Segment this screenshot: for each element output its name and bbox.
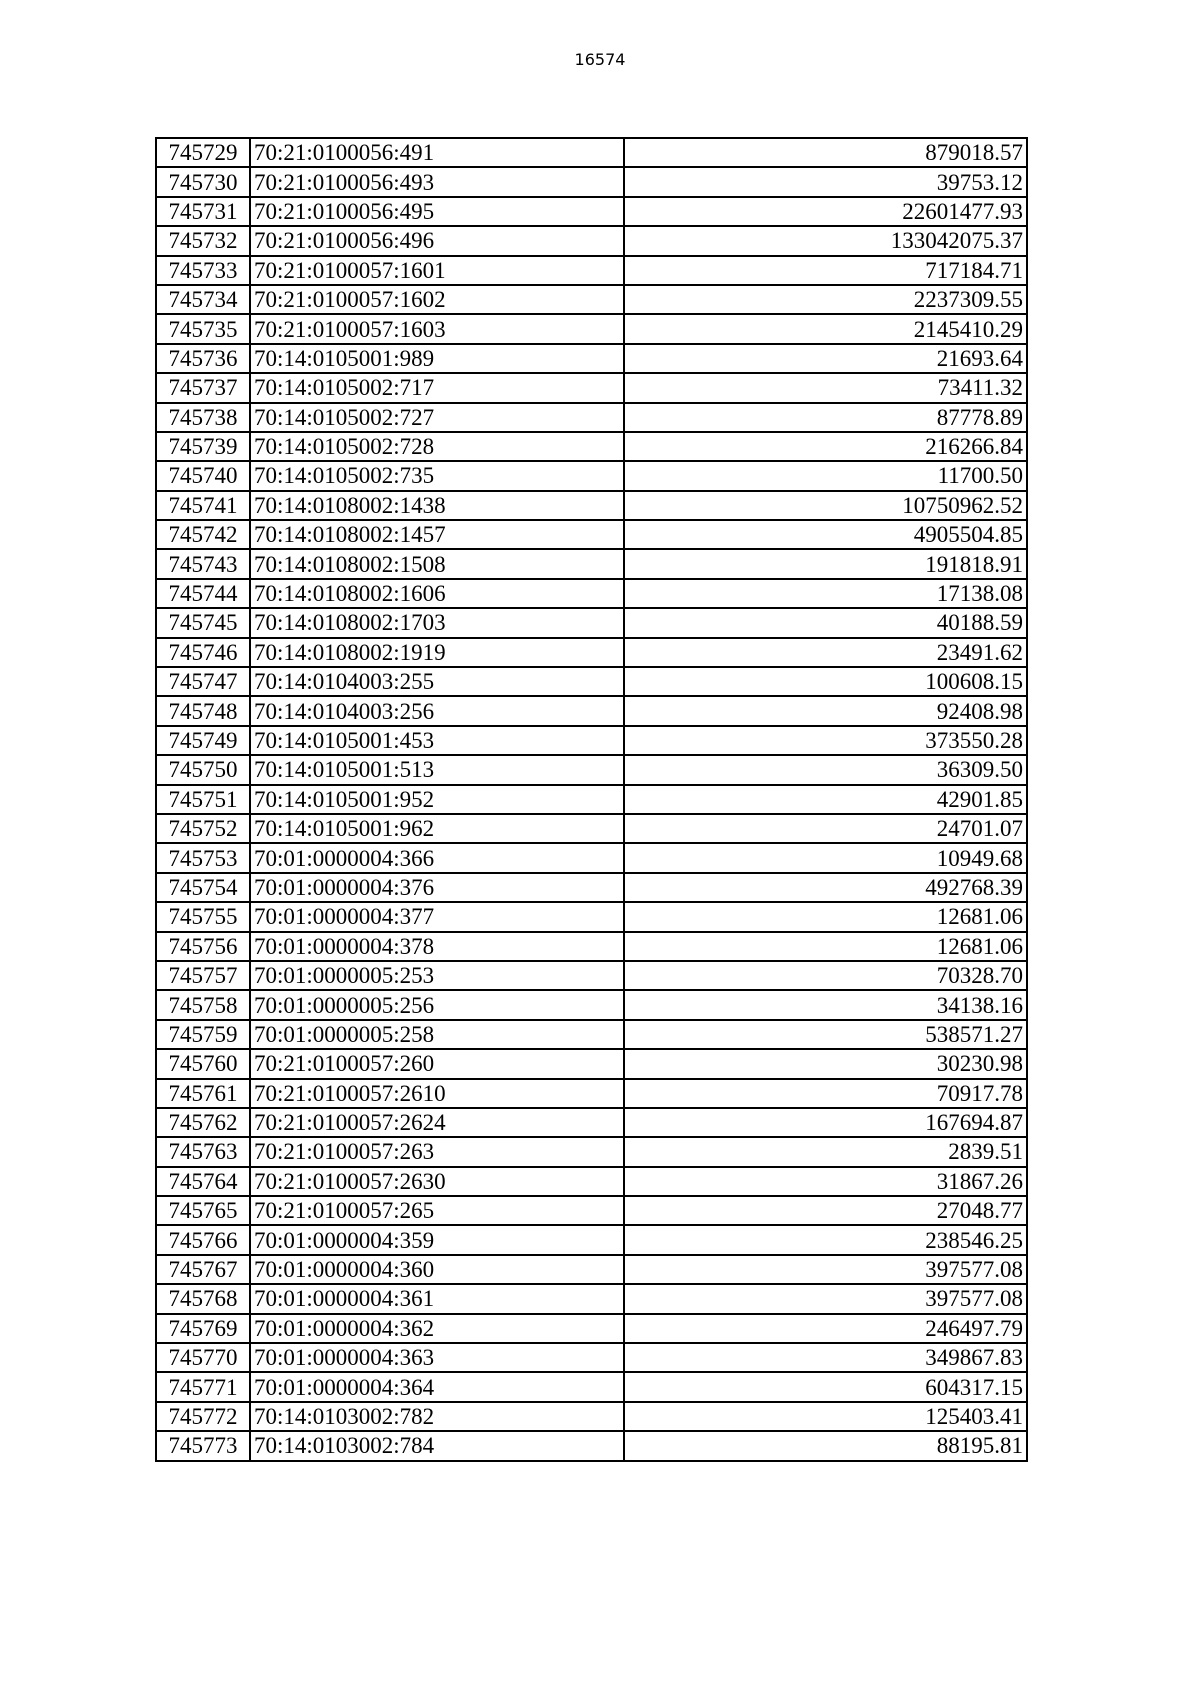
table-row xyxy=(156,461,1027,490)
value-cell: 12681.06 xyxy=(624,902,1027,931)
cadastral-number-cell: 70:01:0000004:364 xyxy=(250,1372,624,1401)
value-cell: 92408.98 xyxy=(624,696,1027,725)
cadastral-number-cell: 70:21:0100057:2610 xyxy=(250,1079,624,1108)
row-number-cell: 745764 xyxy=(156,1167,250,1196)
cadastral-number-cell: 70:14:0105001:952 xyxy=(250,785,624,814)
row-number-cell: 745745 xyxy=(156,608,250,637)
cadastral-number-cell: 70:01:0000004:363 xyxy=(250,1343,624,1372)
value-cell: 34138.16 xyxy=(624,990,1027,1019)
row-number-cell: 745742 xyxy=(156,520,250,549)
cadastral-number-cell: 70:14:0108002:1919 xyxy=(250,638,624,667)
cadastral-number-cell: 70:14:0103002:782 xyxy=(250,1402,624,1431)
table-row xyxy=(156,1314,1027,1343)
value-cell: 2145410.29 xyxy=(624,314,1027,343)
cadastral-number-cell: 70:21:0100057:2630 xyxy=(250,1167,624,1196)
cadastral-number-cell: 70:14:0105002:728 xyxy=(250,432,624,461)
row-number-cell: 745750 xyxy=(156,755,250,784)
table-row xyxy=(156,1196,1027,1225)
row-number-cell: 745731 xyxy=(156,197,250,226)
table-row xyxy=(156,1402,1027,1431)
row-number-cell: 745741 xyxy=(156,491,250,520)
table-row xyxy=(156,432,1027,461)
table-row xyxy=(156,726,1027,755)
table-row xyxy=(156,638,1027,667)
row-number-cell: 745729 xyxy=(156,138,250,167)
row-number-cell: 745763 xyxy=(156,1137,250,1166)
value-cell: 133042075.37 xyxy=(624,226,1027,255)
row-number-cell: 745747 xyxy=(156,667,250,696)
table-row xyxy=(156,961,1027,990)
cadastral-number-cell: 70:14:0108002:1606 xyxy=(250,579,624,608)
row-number-cell: 745744 xyxy=(156,579,250,608)
cadastral-number-cell: 70:14:0108002:1457 xyxy=(250,520,624,549)
row-number-cell: 745767 xyxy=(156,1255,250,1284)
value-cell: 10949.68 xyxy=(624,843,1027,872)
cadastral-number-cell: 70:14:0108002:1703 xyxy=(250,608,624,637)
table-row xyxy=(156,344,1027,373)
row-number-cell: 745743 xyxy=(156,549,250,578)
table-row xyxy=(156,1431,1027,1460)
table-row xyxy=(156,1225,1027,1254)
row-number-cell: 745732 xyxy=(156,226,250,255)
table-row xyxy=(156,491,1027,520)
row-number-cell: 745756 xyxy=(156,932,250,961)
row-number-cell: 745773 xyxy=(156,1431,250,1460)
table-row xyxy=(156,549,1027,578)
row-number-cell: 745736 xyxy=(156,344,250,373)
cadastral-number-cell: 70:21:0100056:496 xyxy=(250,226,624,255)
cadastral-number-cell: 70:14:0103002:784 xyxy=(250,1431,624,1460)
table-row xyxy=(156,226,1027,255)
cadastral-number-cell: 70:14:0104003:256 xyxy=(250,696,624,725)
cadastral-number-cell: 70:01:0000004:362 xyxy=(250,1314,624,1343)
value-cell: 879018.57 xyxy=(624,138,1027,167)
row-number-cell: 745749 xyxy=(156,726,250,755)
table-row xyxy=(156,696,1027,725)
cadastral-number-cell: 70:21:0100057:1602 xyxy=(250,285,624,314)
cadastral-number-cell: 70:01:0000004:360 xyxy=(250,1255,624,1284)
table-row xyxy=(156,1255,1027,1284)
cadastral-number-cell: 70:21:0100057:2624 xyxy=(250,1108,624,1137)
value-cell: 36309.50 xyxy=(624,755,1027,784)
cadastral-number-cell: 70:01:0000004:378 xyxy=(250,932,624,961)
value-cell: 10750962.52 xyxy=(624,491,1027,520)
cadastral-number-cell: 70:01:0000005:258 xyxy=(250,1020,624,1049)
table-row xyxy=(156,932,1027,961)
row-number-cell: 745733 xyxy=(156,256,250,285)
value-cell: 100608.15 xyxy=(624,667,1027,696)
value-cell: 349867.83 xyxy=(624,1343,1027,1372)
value-cell: 167694.87 xyxy=(624,1108,1027,1137)
row-number-cell: 745762 xyxy=(156,1108,250,1137)
table-row xyxy=(156,1049,1027,1078)
value-cell: 73411.32 xyxy=(624,373,1027,402)
row-number-cell: 745761 xyxy=(156,1079,250,1108)
table-row xyxy=(156,373,1027,402)
table-row xyxy=(156,843,1027,872)
row-number-cell: 745734 xyxy=(156,285,250,314)
value-cell: 31867.26 xyxy=(624,1167,1027,1196)
cadastral-number-cell: 70:14:0105001:989 xyxy=(250,344,624,373)
cadastral-number-cell: 70:01:0000004:359 xyxy=(250,1225,624,1254)
row-number-cell: 745755 xyxy=(156,902,250,931)
value-cell: 125403.41 xyxy=(624,1402,1027,1431)
row-number-cell: 745738 xyxy=(156,403,250,432)
row-number-cell: 745746 xyxy=(156,638,250,667)
cadastral-number-cell: 70:14:0105002:735 xyxy=(250,461,624,490)
table-row xyxy=(156,403,1027,432)
value-cell: 70917.78 xyxy=(624,1079,1027,1108)
value-cell: 23491.62 xyxy=(624,638,1027,667)
value-cell: 238546.25 xyxy=(624,1225,1027,1254)
table-row xyxy=(156,1167,1027,1196)
cadastral-number-cell: 70:01:0000004:361 xyxy=(250,1284,624,1313)
table-row xyxy=(156,814,1027,843)
row-number-cell: 745748 xyxy=(156,696,250,725)
value-cell: 4905504.85 xyxy=(624,520,1027,549)
table-row xyxy=(156,1137,1027,1166)
table-row xyxy=(156,1079,1027,1108)
page-number: 16574 xyxy=(574,50,626,69)
cadastral-number-cell: 70:21:0100056:493 xyxy=(250,167,624,196)
table-row xyxy=(156,1020,1027,1049)
row-number-cell: 745759 xyxy=(156,1020,250,1049)
row-number-cell: 745760 xyxy=(156,1049,250,1078)
value-cell: 604317.15 xyxy=(624,1372,1027,1401)
table-row xyxy=(156,285,1027,314)
cadastral-number-cell: 70:14:0105002:727 xyxy=(250,403,624,432)
table-row xyxy=(156,138,1027,167)
row-number-cell: 745735 xyxy=(156,314,250,343)
table-row xyxy=(156,1343,1027,1372)
registry-table xyxy=(155,137,1028,1462)
table-row xyxy=(156,902,1027,931)
cadastral-number-cell: 70:21:0100057:265 xyxy=(250,1196,624,1225)
value-cell: 2839.51 xyxy=(624,1137,1027,1166)
value-cell: 39753.12 xyxy=(624,167,1027,196)
value-cell: 373550.28 xyxy=(624,726,1027,755)
row-number-cell: 745754 xyxy=(156,873,250,902)
value-cell: 246497.79 xyxy=(624,1314,1027,1343)
value-cell: 27048.77 xyxy=(624,1196,1027,1225)
table-row xyxy=(156,608,1027,637)
cadastral-number-cell: 70:14:0108002:1438 xyxy=(250,491,624,520)
cadastral-number-cell: 70:21:0100057:1603 xyxy=(250,314,624,343)
value-cell: 12681.06 xyxy=(624,932,1027,961)
value-cell: 397577.08 xyxy=(624,1284,1027,1313)
row-number-cell: 745751 xyxy=(156,785,250,814)
value-cell: 21693.64 xyxy=(624,344,1027,373)
value-cell: 717184.71 xyxy=(624,256,1027,285)
value-cell: 2237309.55 xyxy=(624,285,1027,314)
value-cell: 42901.85 xyxy=(624,785,1027,814)
table-row xyxy=(156,1284,1027,1313)
value-cell: 24701.07 xyxy=(624,814,1027,843)
row-number-cell: 745752 xyxy=(156,814,250,843)
row-number-cell: 745757 xyxy=(156,961,250,990)
value-cell: 11700.50 xyxy=(624,461,1027,490)
cadastral-number-cell: 70:21:0100057:260 xyxy=(250,1049,624,1078)
value-cell: 30230.98 xyxy=(624,1049,1027,1078)
cadastral-number-cell: 70:01:0000004:377 xyxy=(250,902,624,931)
value-cell: 87778.89 xyxy=(624,403,1027,432)
row-number-cell: 745753 xyxy=(156,843,250,872)
row-number-cell: 745765 xyxy=(156,1196,250,1225)
cadastral-number-cell: 70:14:0108002:1508 xyxy=(250,549,624,578)
table-row xyxy=(156,667,1027,696)
cadastral-number-cell: 70:21:0100057:263 xyxy=(250,1137,624,1166)
cadastral-number-cell: 70:14:0104003:255 xyxy=(250,667,624,696)
row-number-cell: 745737 xyxy=(156,373,250,402)
value-cell: 538571.27 xyxy=(624,1020,1027,1049)
row-number-cell: 745739 xyxy=(156,432,250,461)
cadastral-number-cell: 70:21:0100057:1601 xyxy=(250,256,624,285)
value-cell: 17138.08 xyxy=(624,579,1027,608)
value-cell: 88195.81 xyxy=(624,1431,1027,1460)
value-cell: 70328.70 xyxy=(624,961,1027,990)
table-row xyxy=(156,1108,1027,1137)
cadastral-number-cell: 70:01:0000004:366 xyxy=(250,843,624,872)
cadastral-number-cell: 70:14:0105001:513 xyxy=(250,755,624,784)
row-number-cell: 745740 xyxy=(156,461,250,490)
table-row xyxy=(156,314,1027,343)
table-row xyxy=(156,1372,1027,1401)
cadastral-number-cell: 70:21:0100056:491 xyxy=(250,138,624,167)
row-number-cell: 745758 xyxy=(156,990,250,1019)
row-number-cell: 745769 xyxy=(156,1314,250,1343)
table-row xyxy=(156,755,1027,784)
value-cell: 397577.08 xyxy=(624,1255,1027,1284)
value-cell: 22601477.93 xyxy=(624,197,1027,226)
value-cell: 40188.59 xyxy=(624,608,1027,637)
cadastral-number-cell: 70:14:0105001:453 xyxy=(250,726,624,755)
value-cell: 492768.39 xyxy=(624,873,1027,902)
row-number-cell: 745768 xyxy=(156,1284,250,1313)
table-row xyxy=(156,785,1027,814)
row-number-cell: 745772 xyxy=(156,1402,250,1431)
cadastral-number-cell: 70:14:0105002:717 xyxy=(250,373,624,402)
cadastral-number-cell: 70:01:0000004:376 xyxy=(250,873,624,902)
value-cell: 191818.91 xyxy=(624,549,1027,578)
row-number-cell: 745771 xyxy=(156,1372,250,1401)
row-number-cell: 745766 xyxy=(156,1225,250,1254)
row-number-cell: 745730 xyxy=(156,167,250,196)
table-row xyxy=(156,256,1027,285)
cadastral-number-cell: 70:01:0000005:256 xyxy=(250,990,624,1019)
cadastral-number-cell: 70:01:0000005:253 xyxy=(250,961,624,990)
value-cell: 216266.84 xyxy=(624,432,1027,461)
table-row xyxy=(156,197,1027,226)
table-row xyxy=(156,873,1027,902)
cadastral-number-cell: 70:14:0105001:962 xyxy=(250,814,624,843)
registry-table-body xyxy=(156,138,1027,1461)
table-row xyxy=(156,167,1027,196)
cadastral-number-cell: 70:21:0100056:495 xyxy=(250,197,624,226)
table-row xyxy=(156,579,1027,608)
row-number-cell: 745770 xyxy=(156,1343,250,1372)
table-row xyxy=(156,990,1027,1019)
table-row xyxy=(156,520,1027,549)
